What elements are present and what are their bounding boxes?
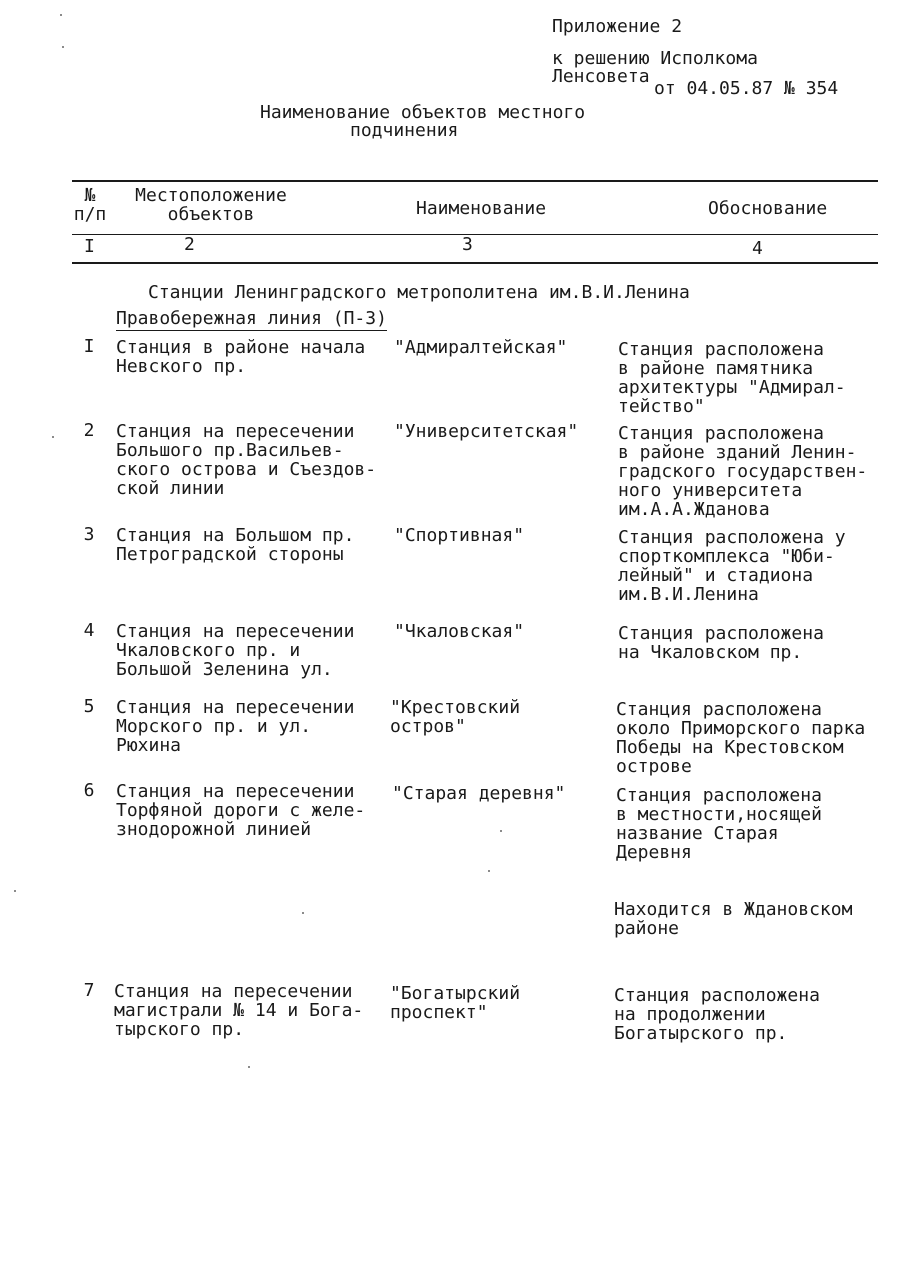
- row-basis: Станция расположена на продолжении Богатырского пр.: [614, 985, 820, 1044]
- row-name: "Спортивная": [394, 525, 525, 546]
- appendix-council: Ленсовета: [552, 66, 650, 87]
- row-basis: Станция расположена у спорткомплекса "Юби- лейный" и стадиона им.В.И.Ленина: [618, 527, 846, 605]
- row-number: 2: [83, 420, 95, 441]
- row-name: "Адмиралтейская": [394, 337, 568, 358]
- row-basis: Станция расположена около Приморского парка Победы на Крестовском острове: [616, 699, 866, 777]
- row-location: Станция на пересечении Большого пр.Васильев- ского острова и Съездов- ской линии: [116, 421, 377, 499]
- header-num-4: 4: [752, 238, 763, 259]
- table-header-bottom-rule: [72, 262, 878, 264]
- row-location: Станция на пересечении Морского пр. и ул. Рюхина: [116, 697, 355, 756]
- row-location: Станция на пересечении Чкаловского пр. и Большой Зеленина ул.: [116, 621, 355, 680]
- row-basis: Станция расположена в районе памятника архитектуры "Адмирал- тейство": [618, 339, 846, 417]
- row-name: "Старая деревня": [392, 783, 566, 804]
- document-title-line2: подчинения: [350, 120, 459, 141]
- table-top-rule: [72, 180, 878, 182]
- row-name: "Чкаловская": [394, 621, 525, 642]
- header-location-col: Местоположение объектов: [135, 185, 287, 225]
- row-name: "Богатырский проспект": [390, 983, 521, 1023]
- scan-speck: [60, 14, 62, 16]
- row-number: 4: [83, 620, 95, 641]
- row-name: "Университетская": [394, 421, 579, 442]
- scan-speck: [302, 912, 304, 914]
- row-location: Станция на Большом пр. Петроградской стороны: [116, 525, 355, 565]
- header-basis-col: Обоснование: [708, 198, 828, 219]
- row-location: Станция на пересечении Торфяной дороги с желе- знодорожной линией: [116, 781, 366, 840]
- row-basis: Станция расположена в районе зданий Ленин- градского государствен- ного университета им.А.А.Жданова: [618, 423, 868, 520]
- row-number: 3: [83, 524, 95, 545]
- header-num-1: I: [84, 236, 95, 257]
- subsection-title: Правобережная линия (П-3): [116, 308, 387, 329]
- scan-speck: [488, 870, 490, 872]
- row-basis: Станция расположена на Чкаловском пр.: [618, 623, 824, 663]
- document-title-line1: Наименование объектов местного: [260, 102, 586, 123]
- row-number: 6: [83, 780, 95, 801]
- row-number: 7: [83, 980, 95, 1001]
- header-number-col: № п/п: [73, 185, 107, 225]
- appendix-decision: к решению Исполкома: [552, 48, 758, 69]
- section-title: Станции Ленинградского метрополитена им.В.И.Ленина: [148, 282, 690, 303]
- row-location: Станция в районе начала Невского пр.: [116, 337, 366, 377]
- scan-speck: [14, 890, 16, 892]
- appendix-title: Приложение 2: [552, 16, 683, 37]
- header-num-2: 2: [184, 234, 195, 255]
- scan-speck: [52, 436, 54, 438]
- row-basis: Станция расположена в местности,носящей название Старая Деревня: [616, 785, 822, 863]
- row-basis-note: Находится в Ждановском районе: [614, 899, 853, 939]
- scan-speck: [248, 1066, 250, 1068]
- scan-speck: [62, 46, 64, 48]
- row-number: I: [83, 336, 95, 357]
- scan-speck: [500, 830, 502, 832]
- header-num-3: 3: [462, 234, 473, 255]
- appendix-date: от 04.05.87 № 354: [654, 78, 839, 99]
- header-name-col: Наименование: [416, 198, 547, 219]
- row-number: 5: [83, 696, 95, 717]
- row-name: "Крестовский остров": [390, 697, 521, 737]
- row-location: Станция на пересечении магистрали № 14 и Бога- тырского пр.: [114, 981, 364, 1040]
